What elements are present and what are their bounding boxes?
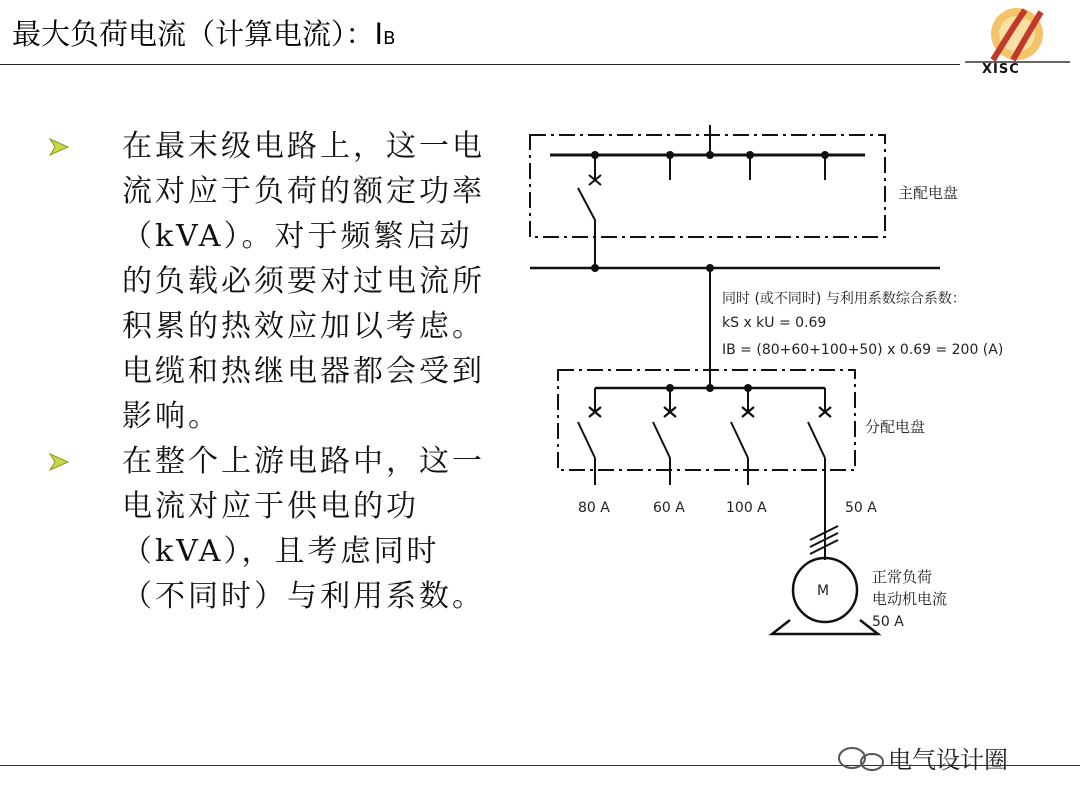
wechat-icon <box>836 744 890 774</box>
circuit-diagram <box>520 120 1080 650</box>
logo-text: XISC <box>982 62 1020 77</box>
feeder-label: 100 A <box>726 500 767 516</box>
page-title <box>12 12 395 53</box>
motor-symbol: M <box>817 583 830 599</box>
bullet-list <box>48 124 488 619</box>
motor-label-1: 正常负荷 <box>872 568 933 586</box>
main-panel-label: 主配电盘 <box>898 184 959 202</box>
bullet-text: 在最末级电路上，这一电流对应于负荷的额定功率 （kVA）。对于频繁启动的负载必须要对过电流所积累的热效应加以考虑。电缆和热继电器都会受到影响。 <box>122 129 485 434</box>
main-panel-box <box>530 135 885 237</box>
feeder-label: 50 A <box>845 500 877 516</box>
header-divider <box>0 64 960 65</box>
feeder-label: 80 A <box>578 500 610 516</box>
motor-label-2: 电动机电流 <box>872 590 948 608</box>
factor-formula: kS x kU = 0.69 <box>722 315 827 331</box>
factor-label: 同时 (或不同时) 与利用系数综合系数： <box>722 291 966 307</box>
bullet-item <box>48 124 488 439</box>
arrow-bullet-icon <box>48 138 70 156</box>
motor-label-3: 50 A <box>872 614 904 630</box>
sub-panel-box <box>558 370 855 470</box>
bullet-item <box>48 439 488 619</box>
sub-panel-label: 分配电盘 <box>865 418 926 436</box>
arrow-bullet-icon <box>48 453 70 471</box>
title-subscript: B <box>383 28 396 49</box>
title-symbol: I <box>374 17 384 51</box>
feeder-label: 60 A <box>653 500 685 516</box>
watermark-text: 电气设计圈 <box>888 746 1008 774</box>
title-text: 最大负荷电流（计算电流）： <box>12 17 375 51</box>
ib-formula: IB = (80+60+100+50) x 0.69 = 200 (A) <box>722 342 1004 358</box>
bullet-text: 在整个上游电路中，这一电流对应于供电的功（kVA），且考虑同时（不同时）与利用系数。 <box>122 444 485 614</box>
